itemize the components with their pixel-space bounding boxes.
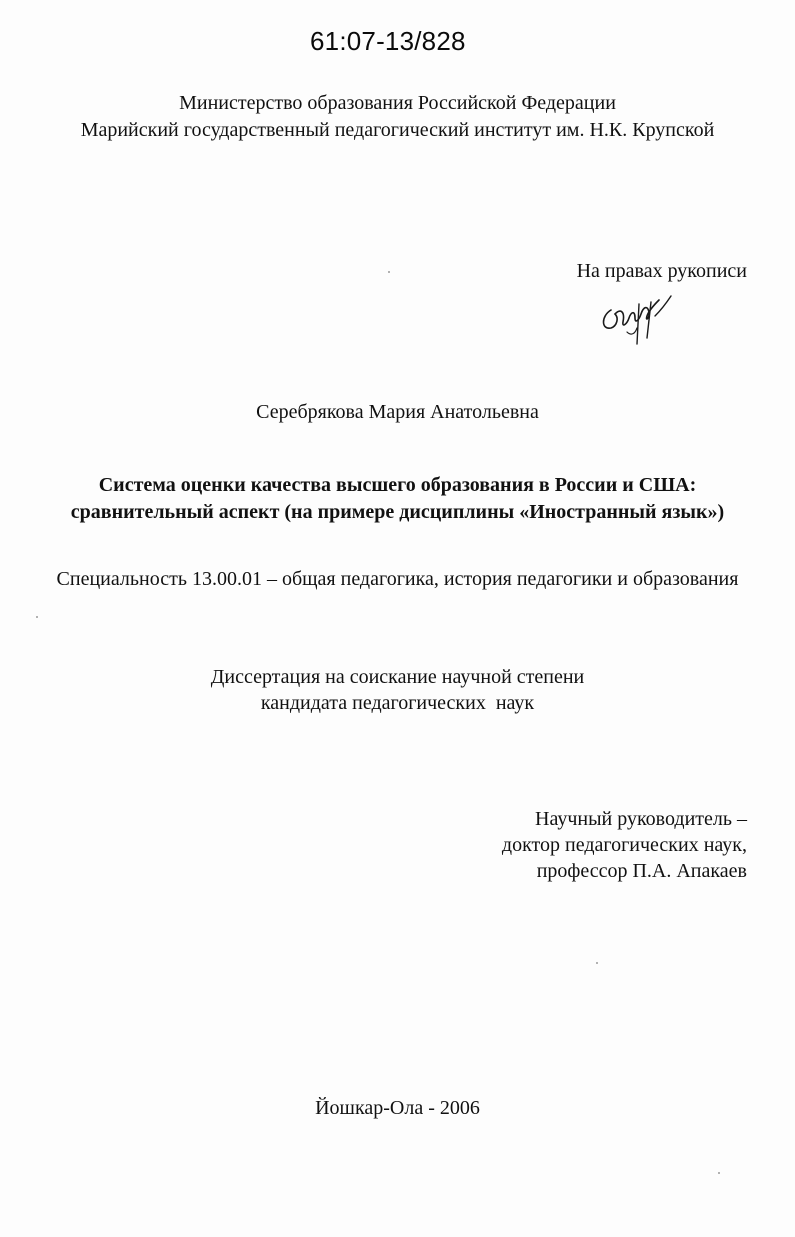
scan-speck [596,962,598,964]
specialty-line: Специальность 13.00.01 – общая педагогика, история педагогики и образования [56,568,739,590]
institute-line: Марийский государственный педагогический институт им. Н.К. Крупской [80,119,715,141]
scan-speck [388,271,390,273]
dissertation-line-2: кандидата педагогических наук [260,692,535,714]
signature-icon [597,292,677,348]
supervisor-line-3: профессор П.А. Апакаев [536,860,747,882]
manuscript-rights: На правах рукописи [576,260,747,282]
author-name: Серебрякова Мария Анатольевна [256,401,539,423]
title-line-2: сравнительный аспект (на примере дисциплины «Иностранный язык») [70,501,725,523]
city-year: Йошкар-Ола - 2006 [315,1097,480,1119]
catalog-code: 61:07-13/828 [310,26,466,56]
scan-speck [718,1172,720,1174]
dissertation-title [0,472,795,526]
ministry-line: Министерство образования Российской Федерации [179,92,616,114]
supervisor-line-1: Научный руководитель – [535,808,747,830]
dissertation-type [0,664,795,716]
scan-speck [36,616,38,618]
title-line-1: Система оценки качества высшего образования в России и США: [98,474,697,496]
supervisor-line-2: доктор педагогических наук, [501,834,747,856]
supervisor-block [502,806,747,884]
dissertation-line-1: Диссертация на соискание научной степени [210,666,585,688]
